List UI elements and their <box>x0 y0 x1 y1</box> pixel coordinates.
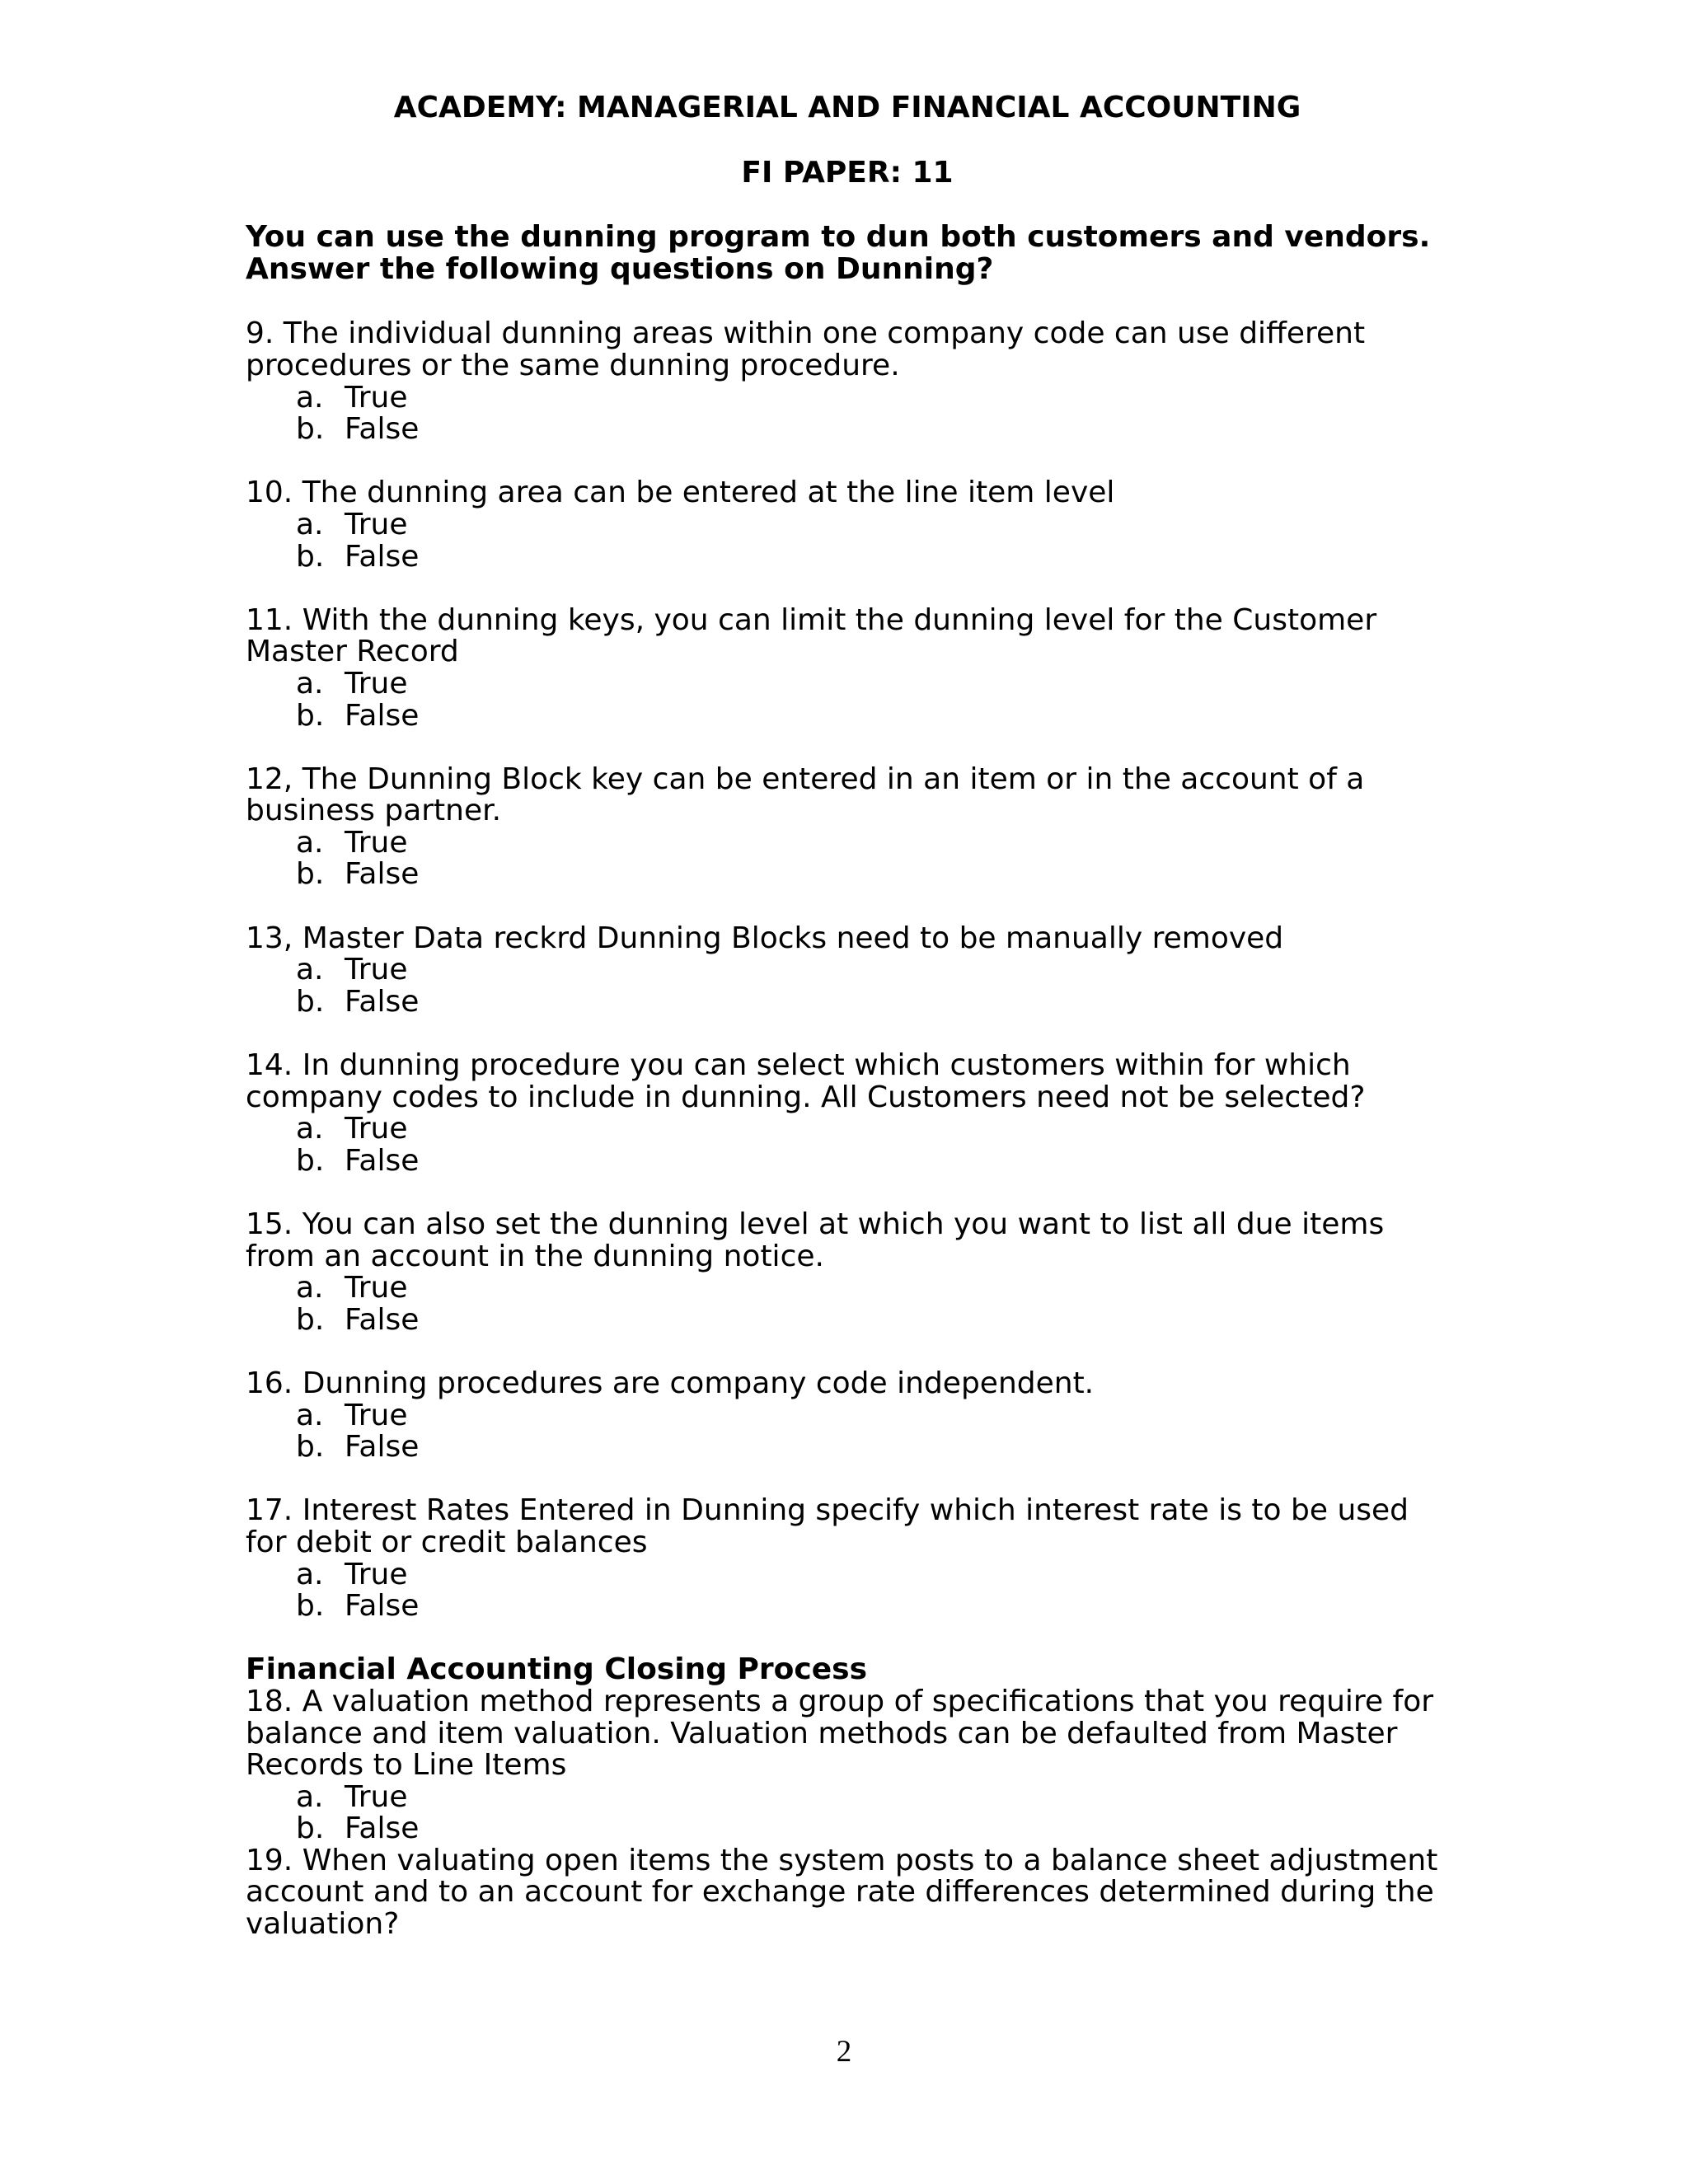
paper-label: FI PAPER: 11 <box>741 155 954 190</box>
option-label: True <box>345 380 408 415</box>
intro-line-1: You can use the dunning program to dun both customers and vendors. <box>246 220 1431 255</box>
question-item <box>246 1209 1449 1336</box>
answer-option <box>246 1559 1449 1591</box>
page-number: 2 <box>836 2035 852 2069</box>
question-item <box>246 318 1449 445</box>
question-text: 19. When valuating open items the system posts to a balance sheet adjustment account and to an account for exchange rate differences determined during the valuation? <box>246 1843 1438 1942</box>
question-text: 17. Interest Rates Entered in Dunning specify which interest rate is to be used for debit or credit balances <box>246 1493 1409 1559</box>
option-letter: a. <box>296 1779 324 1814</box>
answer-option <box>246 382 1449 415</box>
option-letter: b. <box>296 1302 325 1337</box>
question-text: 13, Master Data reckrd Dunning Blocks need to be manually removed <box>246 921 1284 955</box>
question-item <box>246 923 1449 1019</box>
option-letter: a. <box>296 825 324 860</box>
answer-options <box>246 1113 1449 1177</box>
question-text: 11. With the dunning keys, you can limit the dunning level for the Customer Master Record <box>246 602 1377 669</box>
question-item <box>246 1845 1449 1941</box>
question-list-closing <box>246 1686 1449 1941</box>
answer-option <box>246 1272 1449 1305</box>
option-letter: b. <box>296 1589 325 1624</box>
option-letter: a. <box>296 666 324 701</box>
answer-option <box>246 414 1449 446</box>
option-label: False <box>345 1589 420 1624</box>
option-letter: a. <box>296 1398 324 1432</box>
question-text: 14. In dunning procedure you can select which customers within for which company codes to include in dunning. All Customers need not be selected? <box>246 1048 1366 1114</box>
option-label: False <box>345 698 420 733</box>
answer-option <box>246 1400 1449 1432</box>
question-item <box>246 477 1449 573</box>
intro-line-2: Answer the following questions on Dunning? <box>246 251 994 286</box>
option-label: True <box>345 1271 408 1305</box>
option-label: True <box>345 1398 408 1432</box>
question-text: 9. The individual dunning areas within one company code can use different procedures or the same dunning procedure. <box>246 316 1366 382</box>
option-letter: b. <box>296 698 325 733</box>
option-label: False <box>345 1430 420 1465</box>
answer-option <box>246 1432 1449 1464</box>
option-label: False <box>345 1143 420 1178</box>
document-title: ACADEMY: MANAGERIAL AND FINANCIAL ACCOUNTING <box>393 91 1301 124</box>
option-label: False <box>345 857 420 892</box>
document-page <box>246 92 1449 1941</box>
answer-option <box>246 859 1449 891</box>
answer-option <box>246 1779 1449 1814</box>
option-letter: a. <box>296 1271 324 1305</box>
answer-option <box>246 698 1449 733</box>
option-label: True <box>345 953 408 987</box>
option-letter: b. <box>296 412 325 447</box>
option-letter: a. <box>296 380 324 415</box>
answer-option <box>246 954 1449 987</box>
option-letter: b. <box>296 1143 325 1178</box>
section-closing-process <box>246 1654 1449 1940</box>
answer-options <box>246 827 1449 891</box>
option-letter: b. <box>296 1430 325 1465</box>
answer-options <box>246 668 1449 732</box>
answer-options <box>246 1559 1449 1623</box>
option-letter: a. <box>296 953 324 987</box>
option-label: True <box>345 666 408 701</box>
answer-option <box>246 1591 1449 1623</box>
question-text: 16. Dunning procedures are company code independent. <box>246 1366 1095 1400</box>
answer-option <box>246 984 1449 1019</box>
question-item <box>246 602 1449 733</box>
answer-option <box>246 1302 1449 1337</box>
intro-heading <box>246 222 1449 285</box>
option-letter: b. <box>296 539 325 574</box>
option-label: False <box>345 539 420 574</box>
option-label: True <box>345 1779 408 1814</box>
answer-option <box>246 1113 1449 1146</box>
option-label: False <box>345 1302 420 1337</box>
answer-options <box>246 954 1449 1018</box>
option-label: False <box>345 1811 420 1846</box>
question-item <box>246 1495 1449 1622</box>
answer-options <box>246 1779 1449 1846</box>
answer-option <box>246 1813 1449 1845</box>
question-list-dunning <box>246 318 1449 1622</box>
question-item <box>246 1368 1449 1464</box>
option-letter: a. <box>296 507 324 541</box>
option-label: True <box>345 507 408 541</box>
section-heading: Financial Accounting Closing Process <box>246 1652 868 1687</box>
option-label: True <box>345 1112 408 1146</box>
answer-options <box>246 382 1449 446</box>
question-item <box>246 764 1449 891</box>
option-label: True <box>345 825 408 860</box>
option-letter: b. <box>296 1811 325 1846</box>
answer-option <box>246 668 1449 701</box>
question-item <box>246 1050 1449 1177</box>
question-text: 12, The Dunning Block key can be entered in an item or in the account of a business partner. <box>246 762 1365 828</box>
option-letter: b. <box>296 984 325 1019</box>
option-letter: b. <box>296 857 325 892</box>
answer-options <box>246 1400 1449 1464</box>
answer-option <box>246 1143 1449 1178</box>
option-letter: a. <box>296 1557 324 1591</box>
option-label: False <box>345 984 420 1019</box>
answer-option <box>246 509 1449 541</box>
option-label: True <box>345 1557 408 1591</box>
answer-options <box>246 509 1449 573</box>
option-letter: a. <box>296 1112 324 1146</box>
answer-option <box>246 827 1449 860</box>
question-text: 18. A valuation method represents a group of specifications that you require for balance and item valuation. Valuation methods can be defaulted from Master Records to Line Items <box>246 1684 1434 1783</box>
question-text: 10. The dunning area can be entered at the line item level <box>246 476 1115 510</box>
answer-options <box>246 1272 1449 1336</box>
answer-option <box>246 541 1449 574</box>
option-label: False <box>345 412 420 447</box>
question-text: 15. You can also set the dunning level at which you want to list all due items from an account in the dunning notice. <box>246 1207 1385 1273</box>
question-item <box>246 1686 1449 1845</box>
